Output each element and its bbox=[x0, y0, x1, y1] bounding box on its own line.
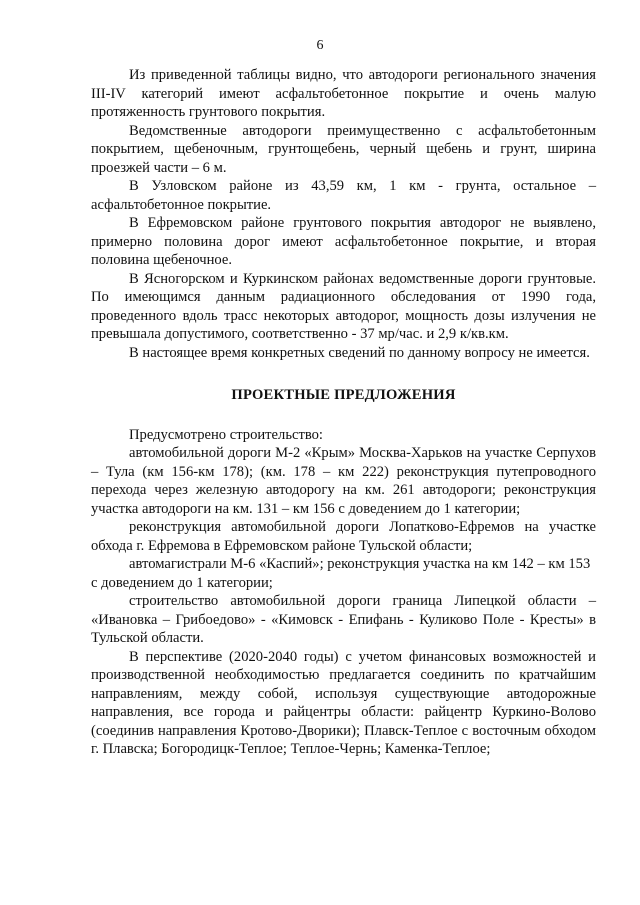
proposal-item: автомагистрали М-6 «Каспий»; реконструкция участка на км 142 – км 153 bbox=[129, 556, 591, 572]
paragraph: В Узловском районе из 43,59 км, 1 км - грунта, остальное – асфальтобетонное покрытие. bbox=[91, 178, 596, 213]
paragraph: Из приведенной таблицы видно, что автодороги регионального значения III-IV категорий имеют асфальтобетонное покрытие и очень малую протяженность грунтового покрытия. bbox=[91, 67, 596, 120]
paragraph: В Ясногорском и Куркинском районах ведомственные дороги грунтовые. По имеющимся данным радиационного обследования от 1990 года, проведенного вдоль трасс некоторых автодорог, мощность дозы излучения не превышала допустимого, соответственно - 37 мр/час. и 2,9 к/кв.км. bbox=[91, 270, 596, 342]
paragraph: Ведомственные автодороги преимущественно с асфальтобетонным покрытием, щебеночным, грунтощебень, черный щебень и грунт, ширина проезжей части – 6 м. bbox=[91, 122, 596, 176]
page-number: 6 bbox=[316, 38, 324, 53]
proposal-item: реконструкция автомобильной дороги Лопатково-Ефремов на участке обхода г. Ефремова в Ефремовском районе Тульской области; bbox=[91, 519, 596, 554]
proposal-item-continuation: с доведением до 1 категории; bbox=[91, 574, 273, 591]
document-body bbox=[91, 66, 596, 759]
paragraph: В настоящее время конкретных сведений по данному вопросу не имеется. bbox=[129, 344, 590, 361]
proposal-item: автомобильной дороги М-2 «Крым» Москва-Харьков на участке Серпухов – Тула (км 156-км 178); (км. 178 – км 222) реконструкция путепроводного перехода через железную автодорогу на км. 261 автодороги; реконструкция участка автодороги на км. 131 – км 156 с доведением до 1 категории; bbox=[91, 445, 596, 517]
section-heading: ПРОЕКТНЫЕ ПРЕДЛОЖЕНИЯ bbox=[231, 387, 456, 403]
paragraph: В перспективе (2020-2040 годы) с учетом финансовых возможностей и производственной необходимостью предлагается соединить по кратчайшим направлениям, между собой, используя существующие автодорожные направления, все города и райцентры области: райцентр Куркино-Волово (соединив направления Кротово-Дворики); Плавск-Теплое с восточным обходом г. Плавска; Богородицк-Теплое; Теплое-Чернь; Каменка-Теплое; bbox=[91, 648, 596, 757]
proposal-intro: Предусмотрено строительство: bbox=[129, 426, 323, 443]
paragraph: В Ефремовском районе грунтового покрытия автодорог не выявлено, примерно половина дорог имеют асфальтобетонное покрытие, и вторая половина щебеночное. bbox=[91, 215, 596, 268]
proposal-item: строительство автомобильной дороги граница Липецкой области – «Ивановка – Грибоедово» - «Кимовск - Епифань - Куликово Поле - Кресты» в Тульской области. bbox=[91, 593, 596, 646]
